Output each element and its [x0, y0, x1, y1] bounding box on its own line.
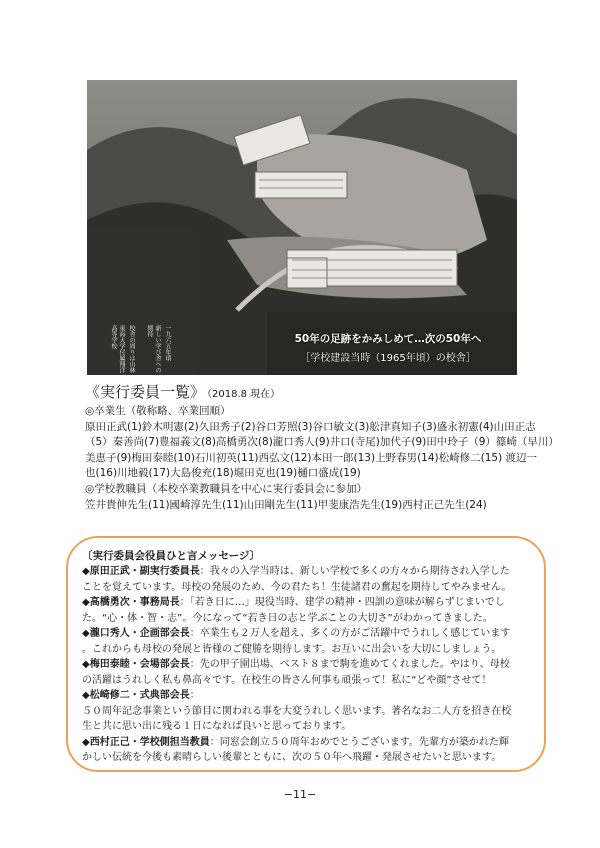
message-speaker: ◆原田正武・副実行委員長 — [82, 566, 200, 577]
message-text: ：「若き日に…」現役当時、建学の精神・四訓の意味が解らずじまいでし — [179, 597, 505, 608]
committee-title: 《実行委員一覧》 — [85, 383, 206, 401]
message-line: 。これからも母校の発展と皆様のご健勝を期待します。お互いに出会いを大切にしましょう。 — [82, 643, 502, 655]
message-speaker: ◆西村正己・学校側担当教員 — [82, 736, 210, 748]
message-text: ： — [189, 690, 200, 701]
committee-list — [85, 381, 559, 513]
committee-heading — [85, 381, 525, 402]
photo-vertical-note: 一九六五年頃 — [164, 325, 171, 361]
committee-line: 原田正武(1)鈴木明憲(2)久田秀子(2)谷口芳照(3)谷口敏文(3)舩津真知子(3)盛永初憲(4)山田正志 — [85, 420, 536, 433]
message-text: ：同窓会創立５０周年おめでとうございます。先輩方が築かれた輝 — [209, 736, 509, 748]
message-line: ことを覚えています。母校の発展のため、今の君たち！生徒諸君の奮起を期待してやみません。 — [82, 581, 512, 593]
message-line — [82, 564, 534, 580]
message-line — [82, 688, 534, 704]
photo-caption-sub: ［学校建設当時（1965年頃）の校舎］ — [300, 353, 476, 364]
page-number: −11− — [283, 788, 317, 801]
message-line: た。“心・体・智・志”。今になって“若き日の志と学ぶことの大切さ”がわかってきました。 — [82, 612, 493, 624]
message-speaker: ◆高橋勇次・事務局長 — [82, 597, 180, 608]
message-line — [82, 595, 534, 611]
message-line — [82, 735, 534, 751]
messages-content — [82, 548, 534, 766]
committee-line: ◎学校教職員（本校卒業教職員を中心に実行委員会に参加） — [85, 482, 368, 495]
photo-vertical-note: 新しい学び舎への期待 — [146, 325, 161, 373]
message-text: ：我々の入学当時は、新しい学校で多くの方々から期待され入学した — [199, 566, 510, 577]
message-speaker: ◆梅田泰睦・会場部会長 — [82, 659, 190, 670]
message-line: ５０周年記念事業という節目に関われる事を大変うれしく思います。著名なお二人方を招き在校 — [82, 705, 512, 717]
committee-date: （2018.8 現在） — [207, 389, 281, 400]
photo-caption — [268, 330, 508, 368]
message-line: 生と共に思い出に残る１日になれば良いと思っております。 — [82, 721, 352, 732]
message-line: の活躍はうれしく私も鼻高々です。在校生の皆さん何事も頑張って！私に“どや顔”させて！ — [82, 674, 492, 686]
messages-box — [66, 536, 546, 772]
messages-title: 〔実行委員会役員ひと言メッセージ〕 — [82, 550, 260, 562]
message-speaker: ◆瀧口秀人・企画部会長 — [82, 628, 190, 639]
committee-line: 笠井貴伸先生(11)國崎淳先生(11)山田剛先生(11)甲斐康浩先生(19)西村正己先生(24) — [85, 498, 487, 511]
photo-vertical-note: 東海大学付属翔洋高等学校 — [110, 325, 125, 373]
committee-line: （5）秦善尚(7)豊福義文(8)高橋勇次(8)瀧口秀人(9)井口(寺尾)加代子(9)田中玲子（9）篠崎（早川） — [85, 436, 559, 449]
message-text: ：先の甲子園出場、ベスト８まで駒を進めてくれました。やはり、母校 — [189, 659, 510, 670]
message-speaker: ◆松崎修二・式典部会長 — [82, 690, 190, 701]
committee-line: 也(16)川地毅(17)大島俊充(18)堀田克也(19)樋口盛成(19) — [85, 467, 361, 480]
message-line — [82, 657, 534, 673]
photo-caption-main: 50年の足跡をかみしめて…次の50年へ — [294, 333, 482, 345]
message-line: かしい伝統を今後も素晴らしい後輩とともに、次の５０年へ飛躍・発展させたいと思います。 — [82, 752, 502, 763]
message-text: ：卒業生も２万人を超え、多くの方がご活躍中でうれしく感じています — [189, 628, 511, 639]
photo-vertical-note: 校舎の周りは山林 — [128, 325, 135, 373]
committee-line: 美恵子(9)梅田泰睦(10)石川初英(11)西弘文(12)本田一郎(13)上野春男(14)松崎修二(15) 渡辺一 — [85, 451, 538, 464]
committee-line: ◎卒業生（敬称略、卒業回順） — [85, 405, 231, 417]
message-line — [82, 626, 534, 642]
